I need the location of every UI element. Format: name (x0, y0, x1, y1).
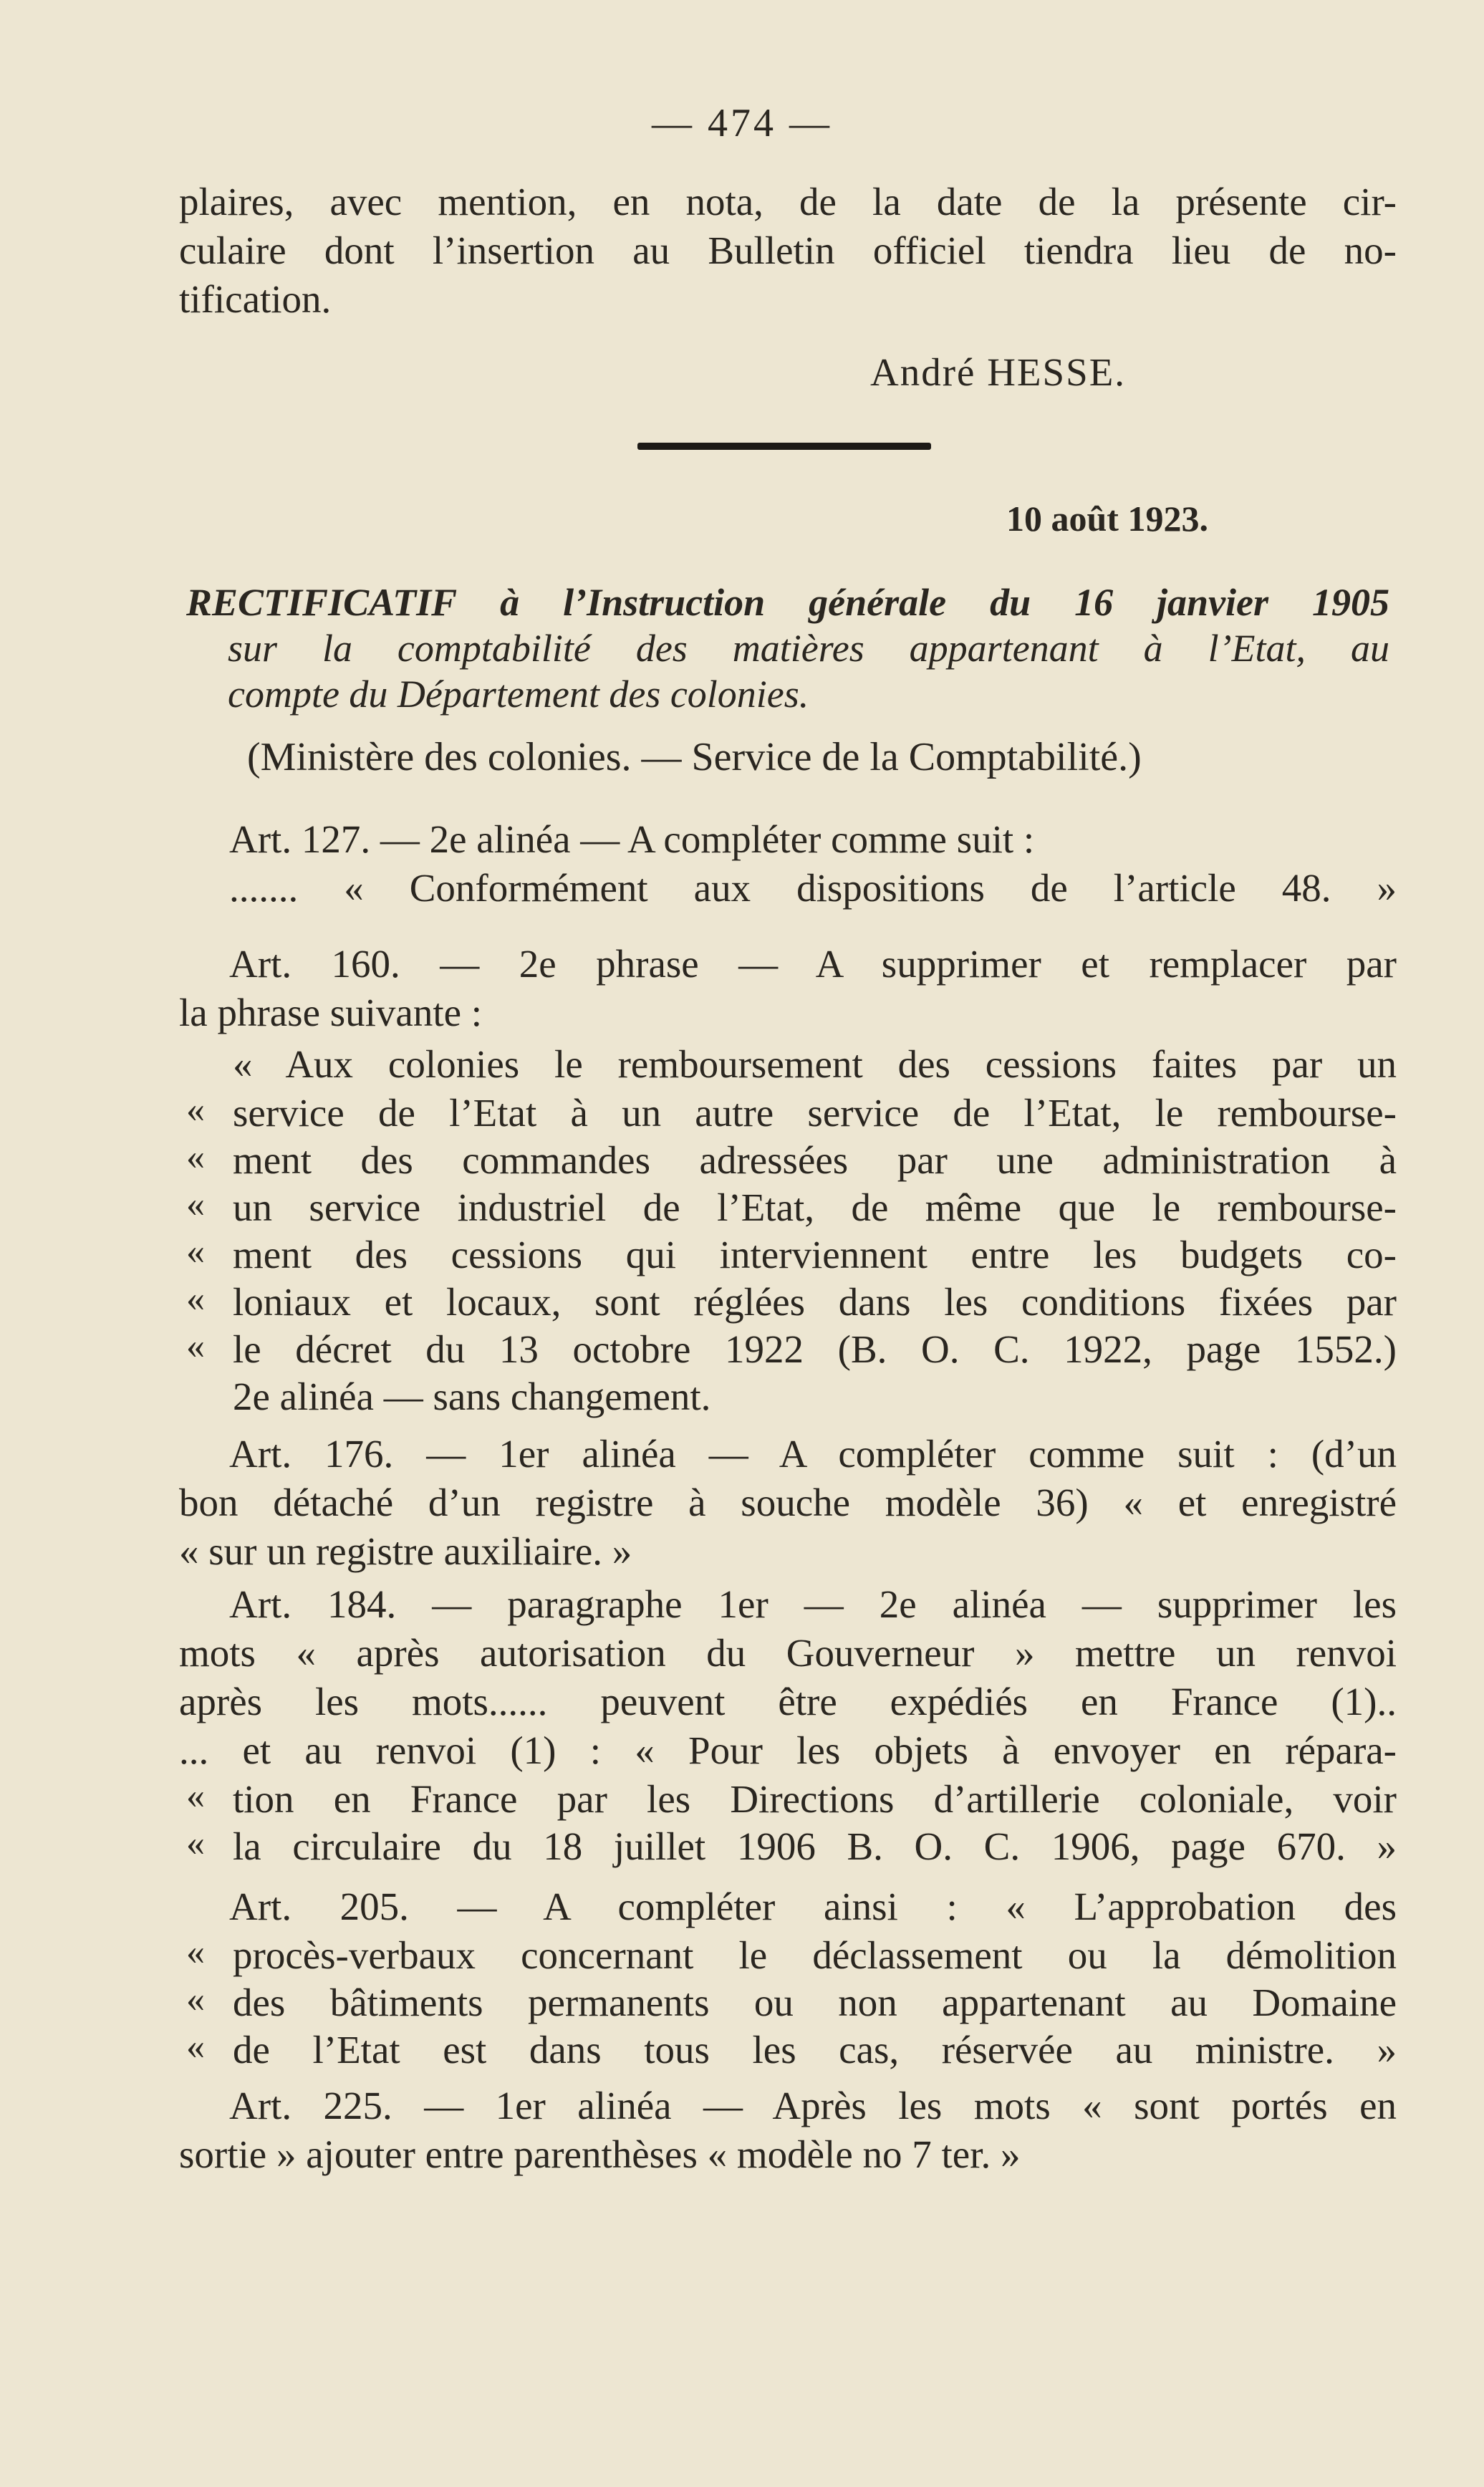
ministry-line: (Ministère des colonies. — Service de la Comptabilité.) (247, 735, 1142, 779)
article-line: Art. 205. — A compléter ainsi : « L’approbation des (229, 1885, 1397, 1928)
section-title: compte du Département des colonies. (228, 673, 809, 716)
quote-mark: « (186, 1231, 205, 1272)
quoted-line: « Aux colonies le remboursement des cessions faites par un (233, 1042, 1397, 1086)
article-line: Art. 225. — 1er alinéa — Après les mots « sont portés en (229, 2084, 1397, 2127)
body-line: culaire dont l’insertion au Bulletin officiel tiendra lieu de no- (179, 229, 1397, 272)
article-line: sortie » ajouter entre parenthèses « modèle no 7 ter. » (179, 2132, 1021, 2176)
quote-mark: « (186, 1326, 205, 1367)
quoted-line: ment des cessions qui interviennent entre les budgets co- (233, 1233, 1397, 1276)
article-line: Art. 184. — paragraphe 1er — 2e alinéa — supprimer les (229, 1582, 1397, 1626)
article-line: la phrase suivante : (179, 991, 483, 1034)
quote-mark: « (186, 1932, 205, 1973)
article-line: « sur un registre auxiliaire. » (179, 1529, 632, 1573)
quoted-line: ment des commandes adressées par une administration à (233, 1138, 1397, 1182)
article-line: Art. 176. — 1er alinéa — A compléter comme suit : (d’un (229, 1432, 1397, 1476)
quote-mark: « (186, 1279, 205, 1319)
article-line: 2e alinéa — sans changement. (233, 1375, 711, 1418)
quoted-line: tion en France par les Directions d’artillerie coloniale, voir (233, 1777, 1397, 1821)
body-line: tification. (179, 277, 332, 321)
article-line: mots « après autorisation du Gouverneur » mettre un renvoi (179, 1631, 1397, 1675)
quoted-line: un service industriel de l’Etat, de même que le rembourse- (233, 1185, 1397, 1229)
body-line: plaires, avec mention, en nota, de la date de la présente cir- (179, 180, 1397, 223)
quoted-line: service de l’Etat à un autre service de l’Etat, le rembourse- (233, 1091, 1397, 1135)
article-line: après les mots...... peuvent être expédiés en France (1).. (179, 1680, 1397, 1723)
quote-mark: « (186, 2026, 205, 2067)
quoted-line: des bâtiments permanents ou non appartenant au Domaine (233, 1981, 1397, 2024)
section-divider (637, 443, 931, 450)
section-title: sur la comptabilité des matières appartenant à l’Etat, au (228, 627, 1389, 670)
quoted-line: procès-verbaux concernant le déclassement ou la démolition (233, 1933, 1397, 1977)
quote-mark: « (186, 1823, 205, 1864)
document-date: 10 août 1923. (1006, 499, 1208, 539)
signature: André HESSE. (870, 350, 1127, 394)
page-number: — 474 — (652, 101, 832, 145)
section-title: RECTIFICATIF à l’Instruction générale du 16 janvier 1905 (186, 581, 1389, 624)
quoted-line: de l’Etat est dans tous les cas, réservée au ministre. » (233, 2028, 1397, 2072)
quoted-line: loniaux et locaux, sont réglées dans les conditions fixées par (233, 1280, 1397, 1324)
quote-mark: « (186, 1184, 205, 1225)
article-line: bon détaché d’un registre à souche modèle 36) « et enregistré (179, 1481, 1397, 1524)
article-line: ... et au renvoi (1) : « Pour les objets à envoyer en répara- (179, 1728, 1397, 1772)
article-line: Art. 160. — 2e phrase — A supprimer et remplacer par (229, 942, 1397, 986)
quote-mark: « (186, 1137, 205, 1178)
quote-mark: « (186, 1979, 205, 2020)
quote-mark: « (186, 1776, 205, 1817)
article-line: ....... « Conformément aux dispositions de l’article 48. » (229, 866, 1397, 910)
quote-mark: « (186, 1089, 205, 1130)
quoted-line: le décret du 13 octobre 1922 (B. O. C. 1922, page 1552.) (233, 1327, 1397, 1371)
article-line: Art. 127. — 2e alinéa — A compléter comme suit : (229, 817, 1035, 861)
quoted-line: la circulaire du 18 juillet 1906 B. O. C. 1906, page 670. » (233, 1824, 1397, 1868)
